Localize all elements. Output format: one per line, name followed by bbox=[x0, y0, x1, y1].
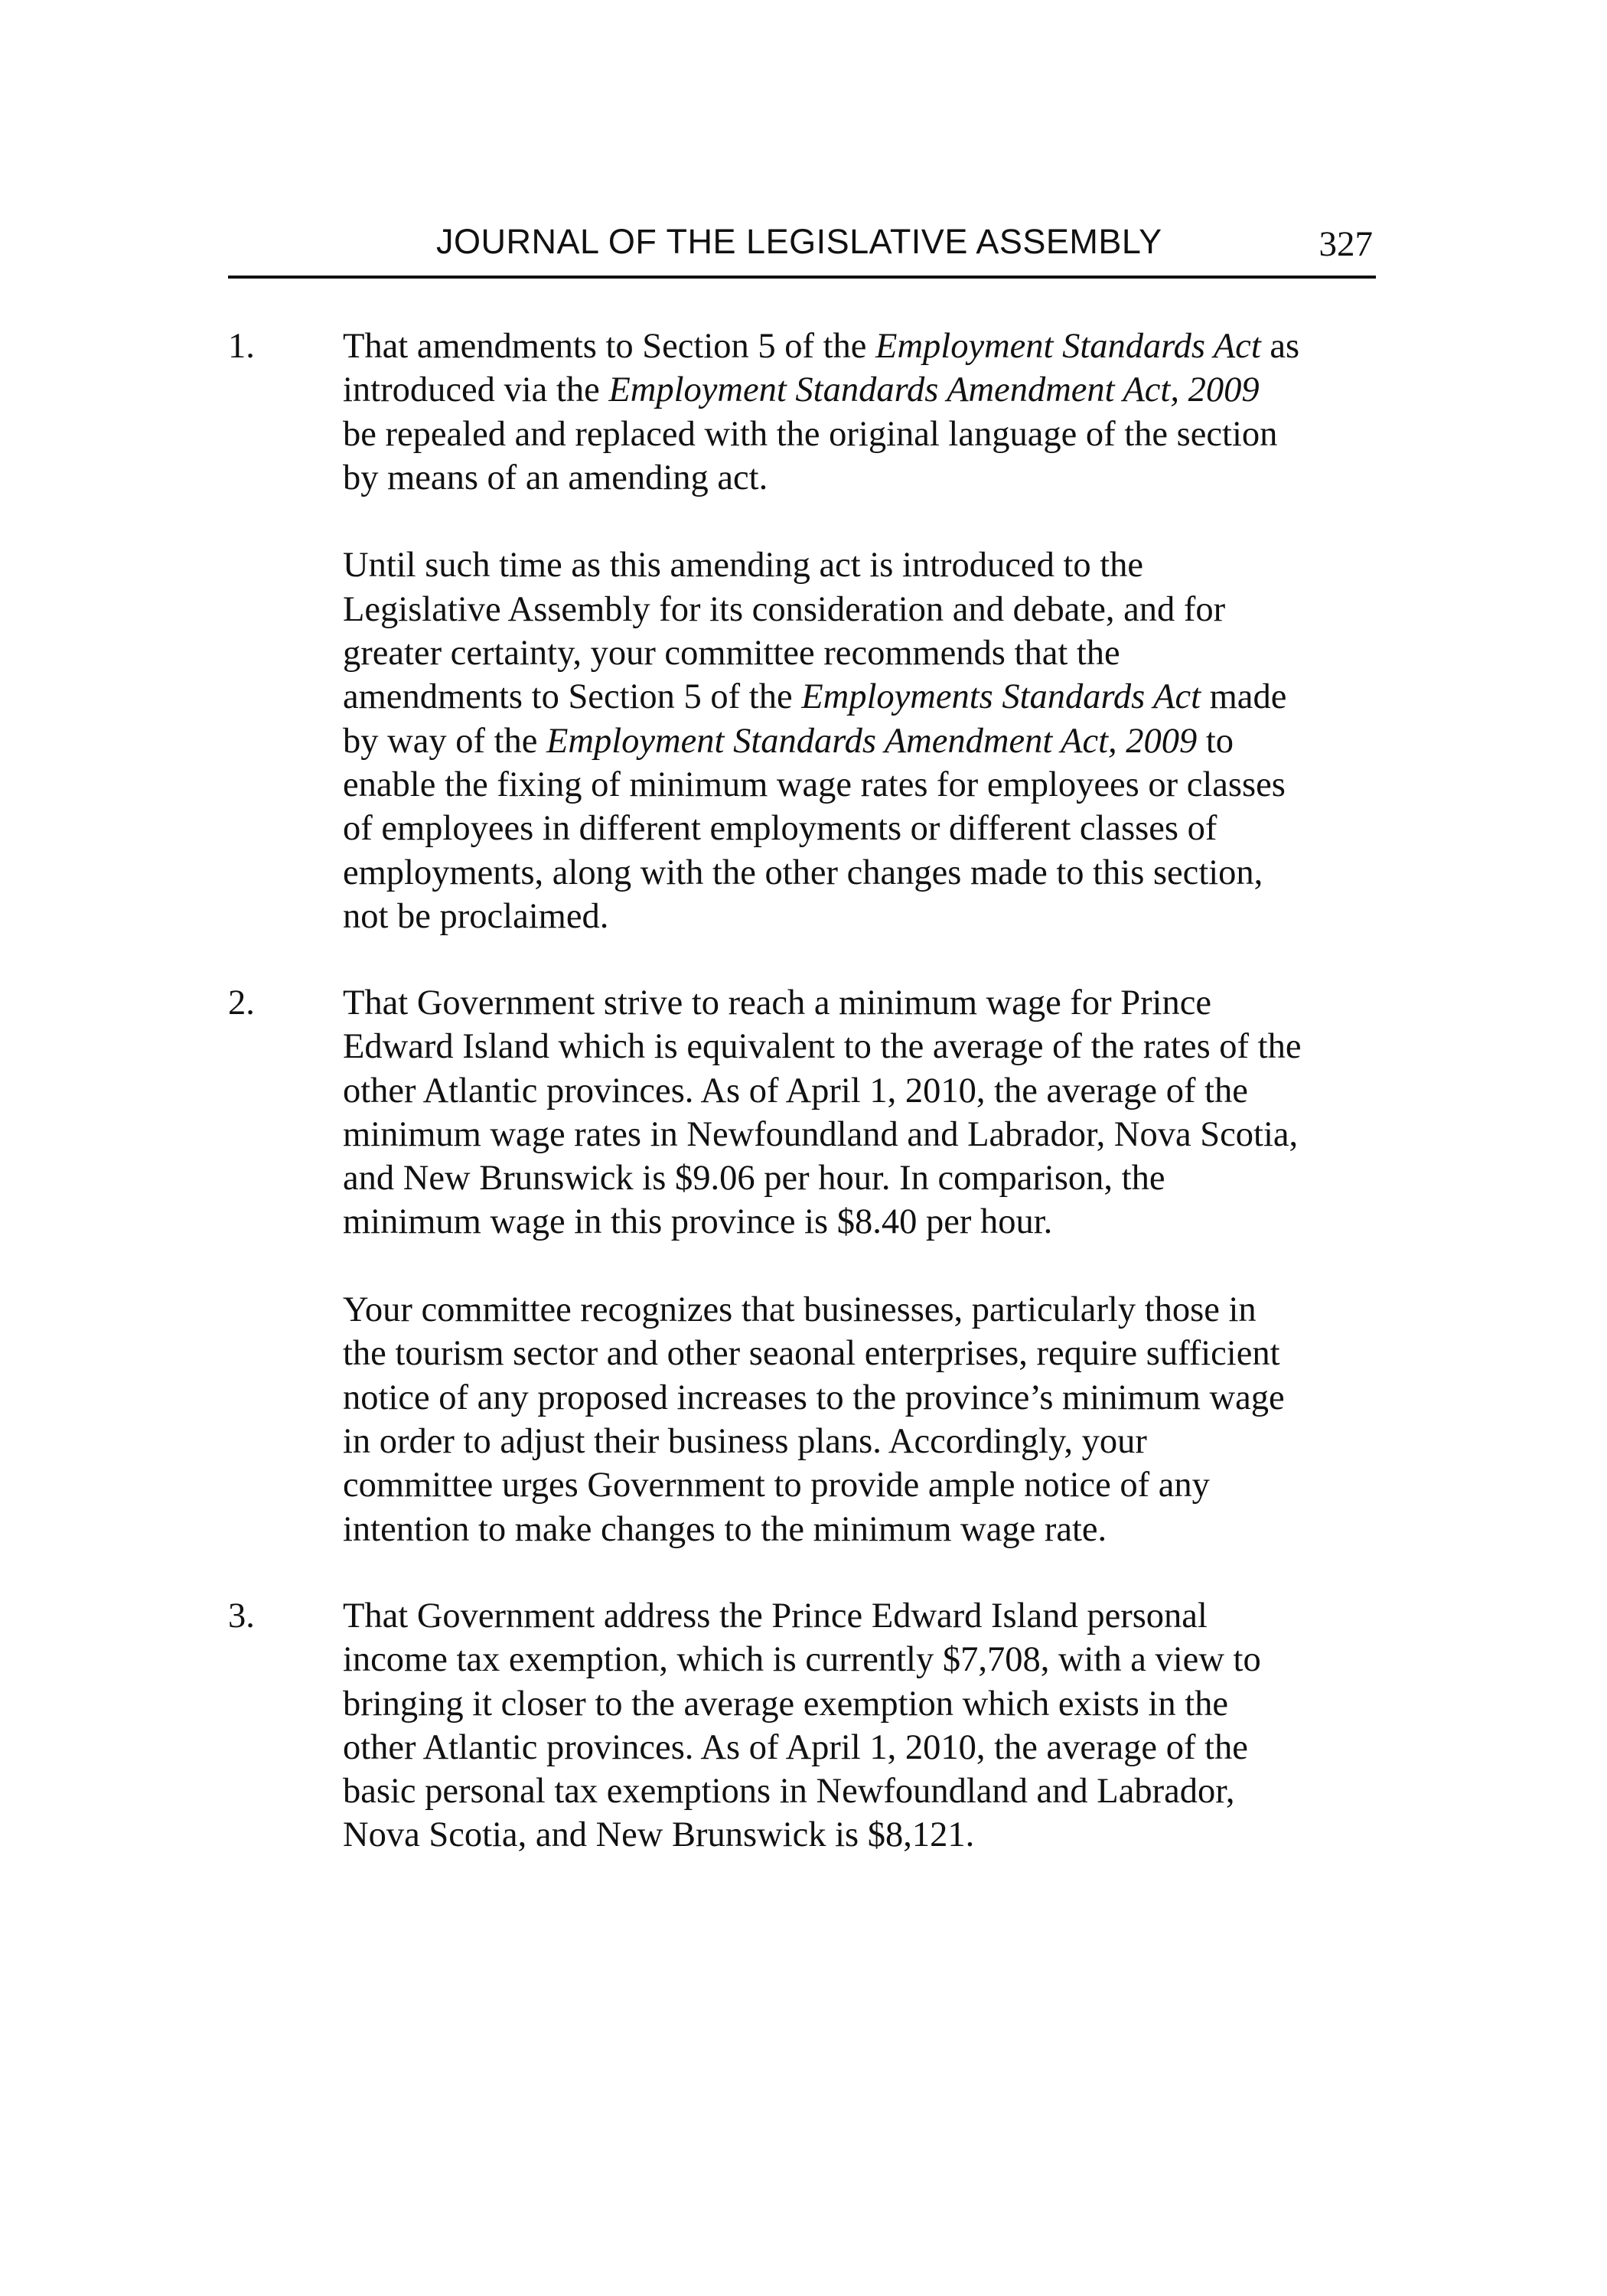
text-segment: be repealed and replaced with the original language of the section bbox=[343, 414, 1278, 454]
italic-act-title: Employments Standards Act bbox=[801, 677, 1201, 717]
item-body bbox=[343, 981, 1376, 1551]
paragraph bbox=[343, 981, 1376, 1244]
text-segment: Your committee recognizes that businesses, particularly those in bbox=[343, 1290, 1257, 1330]
item-number: 3. bbox=[228, 1596, 255, 1636]
text-line bbox=[343, 1638, 1376, 1681]
item-body bbox=[343, 1594, 1376, 1857]
text-line bbox=[343, 719, 1376, 763]
text-line bbox=[343, 368, 1376, 412]
text-line bbox=[343, 807, 1376, 850]
text-segment: Until such time as this amending act is introduced to the bbox=[343, 546, 1144, 585]
text-segment: to bbox=[1197, 721, 1234, 761]
text-segment: as bbox=[1260, 327, 1300, 366]
text-line bbox=[343, 1594, 1376, 1638]
text-segment: the tourism sector and other seaonal enterprises, require sufficient bbox=[343, 1334, 1280, 1374]
text-segment: Edward Island which is equivalent to the average of the rates of the bbox=[343, 1027, 1302, 1067]
text-line bbox=[343, 456, 1376, 500]
text-line bbox=[343, 763, 1376, 807]
text-line bbox=[343, 851, 1376, 895]
paragraph bbox=[343, 1594, 1376, 1857]
text-line bbox=[343, 1025, 1376, 1068]
running-header bbox=[228, 222, 1376, 279]
text-segment: committee urges Government to provide ample notice of any bbox=[343, 1466, 1210, 1505]
text-line bbox=[343, 1200, 1376, 1244]
text-segment: notice of any proposed increases to the province’s minimum wage bbox=[343, 1378, 1285, 1417]
text-segment: and New Brunswick is $9.06 per hour. In comparison, the bbox=[343, 1159, 1165, 1199]
paragraph bbox=[343, 325, 1376, 500]
text-segment: employments, along with the other changes made to this section, bbox=[343, 853, 1263, 892]
text-segment: Nova Scotia, and New Brunswick is $8,121. bbox=[343, 1815, 975, 1855]
text-segment: minimum wage rates in Newfoundland and Labrador, Nova Scotia, bbox=[343, 1114, 1299, 1154]
text-line bbox=[343, 588, 1376, 631]
text-line bbox=[343, 1813, 1376, 1857]
text-line bbox=[343, 413, 1376, 456]
text-line bbox=[343, 1682, 1376, 1726]
paragraph bbox=[343, 1288, 1376, 1551]
text-segment: not be proclaimed. bbox=[343, 896, 609, 936]
text-segment: made bbox=[1201, 677, 1287, 717]
text-line bbox=[343, 1288, 1376, 1332]
text-line bbox=[343, 1069, 1376, 1113]
text-segment: of employees in different employments or different classes of bbox=[343, 809, 1217, 849]
text-line bbox=[343, 1726, 1376, 1769]
text-line bbox=[343, 325, 1376, 368]
text-segment: That Government strive to reach a minimum wage for Prince bbox=[343, 983, 1212, 1022]
text-line bbox=[343, 675, 1376, 719]
text-segment: basic personal tax exemptions in Newfoundland and Labrador, bbox=[343, 1772, 1235, 1812]
text-segment: enable the fixing of minimum wage rates for employees or classes bbox=[343, 765, 1286, 804]
page-number: 327 bbox=[1319, 224, 1373, 264]
text-segment: amendments to Section 5 of the bbox=[343, 677, 802, 717]
italic-act-title: Employment Standards Act bbox=[875, 327, 1261, 366]
text-line bbox=[343, 1156, 1376, 1200]
text-line bbox=[343, 981, 1376, 1025]
text-segment: by way of the bbox=[343, 721, 547, 761]
text-segment: other Atlantic provinces. As of April 1, 2010, the average of the bbox=[343, 1071, 1248, 1110]
text-line bbox=[343, 631, 1376, 675]
text-segment: greater certainty, your committee recommends that the bbox=[343, 634, 1120, 673]
text-segment: That Government address the Prince Edward Island personal bbox=[343, 1596, 1208, 1636]
text-segment: by means of an amending act. bbox=[343, 458, 768, 497]
text-line bbox=[343, 1332, 1376, 1375]
text-segment: That amendments to Section 5 of the bbox=[343, 327, 876, 366]
text-segment: in order to adjust their business plans. Accordingly, your bbox=[343, 1421, 1147, 1461]
italic-act-title: Employment Standards Amendment Act, 2009 bbox=[608, 370, 1260, 410]
journal-title: JOURNAL OF THE LEGISLATIVE ASSEMBLY bbox=[436, 222, 1162, 261]
text-segment: bringing it closer to the average exemption which exists in the bbox=[343, 1684, 1229, 1724]
item-number: 2. bbox=[228, 983, 255, 1022]
text-line bbox=[343, 543, 1376, 587]
text-segment: introduced via the bbox=[343, 370, 609, 410]
text-segment: minimum wage in this province is $8.40 per hour. bbox=[343, 1202, 1053, 1242]
text-line bbox=[343, 895, 1376, 938]
text-line bbox=[343, 1376, 1376, 1420]
item-body bbox=[343, 325, 1376, 938]
text-segment: income tax exemption, which is currently $7,708, with a view to bbox=[343, 1640, 1261, 1680]
text-segment: other Atlantic provinces. As of April 1, 2010, the average of the bbox=[343, 1727, 1248, 1767]
text-segment: Legislative Assembly for its consideration and debate, and for bbox=[343, 589, 1226, 629]
text-line bbox=[343, 1769, 1376, 1813]
text-segment: intention to make changes to the minimum wage rate. bbox=[343, 1509, 1107, 1549]
text-line bbox=[343, 1463, 1376, 1507]
text-line bbox=[343, 1420, 1376, 1463]
italic-act-title: Employment Standards Amendment Act, 2009 bbox=[546, 721, 1198, 761]
item-number: 1. bbox=[228, 327, 255, 366]
text-line bbox=[343, 1113, 1376, 1156]
paragraph bbox=[343, 543, 1376, 938]
text-line bbox=[343, 1508, 1376, 1551]
